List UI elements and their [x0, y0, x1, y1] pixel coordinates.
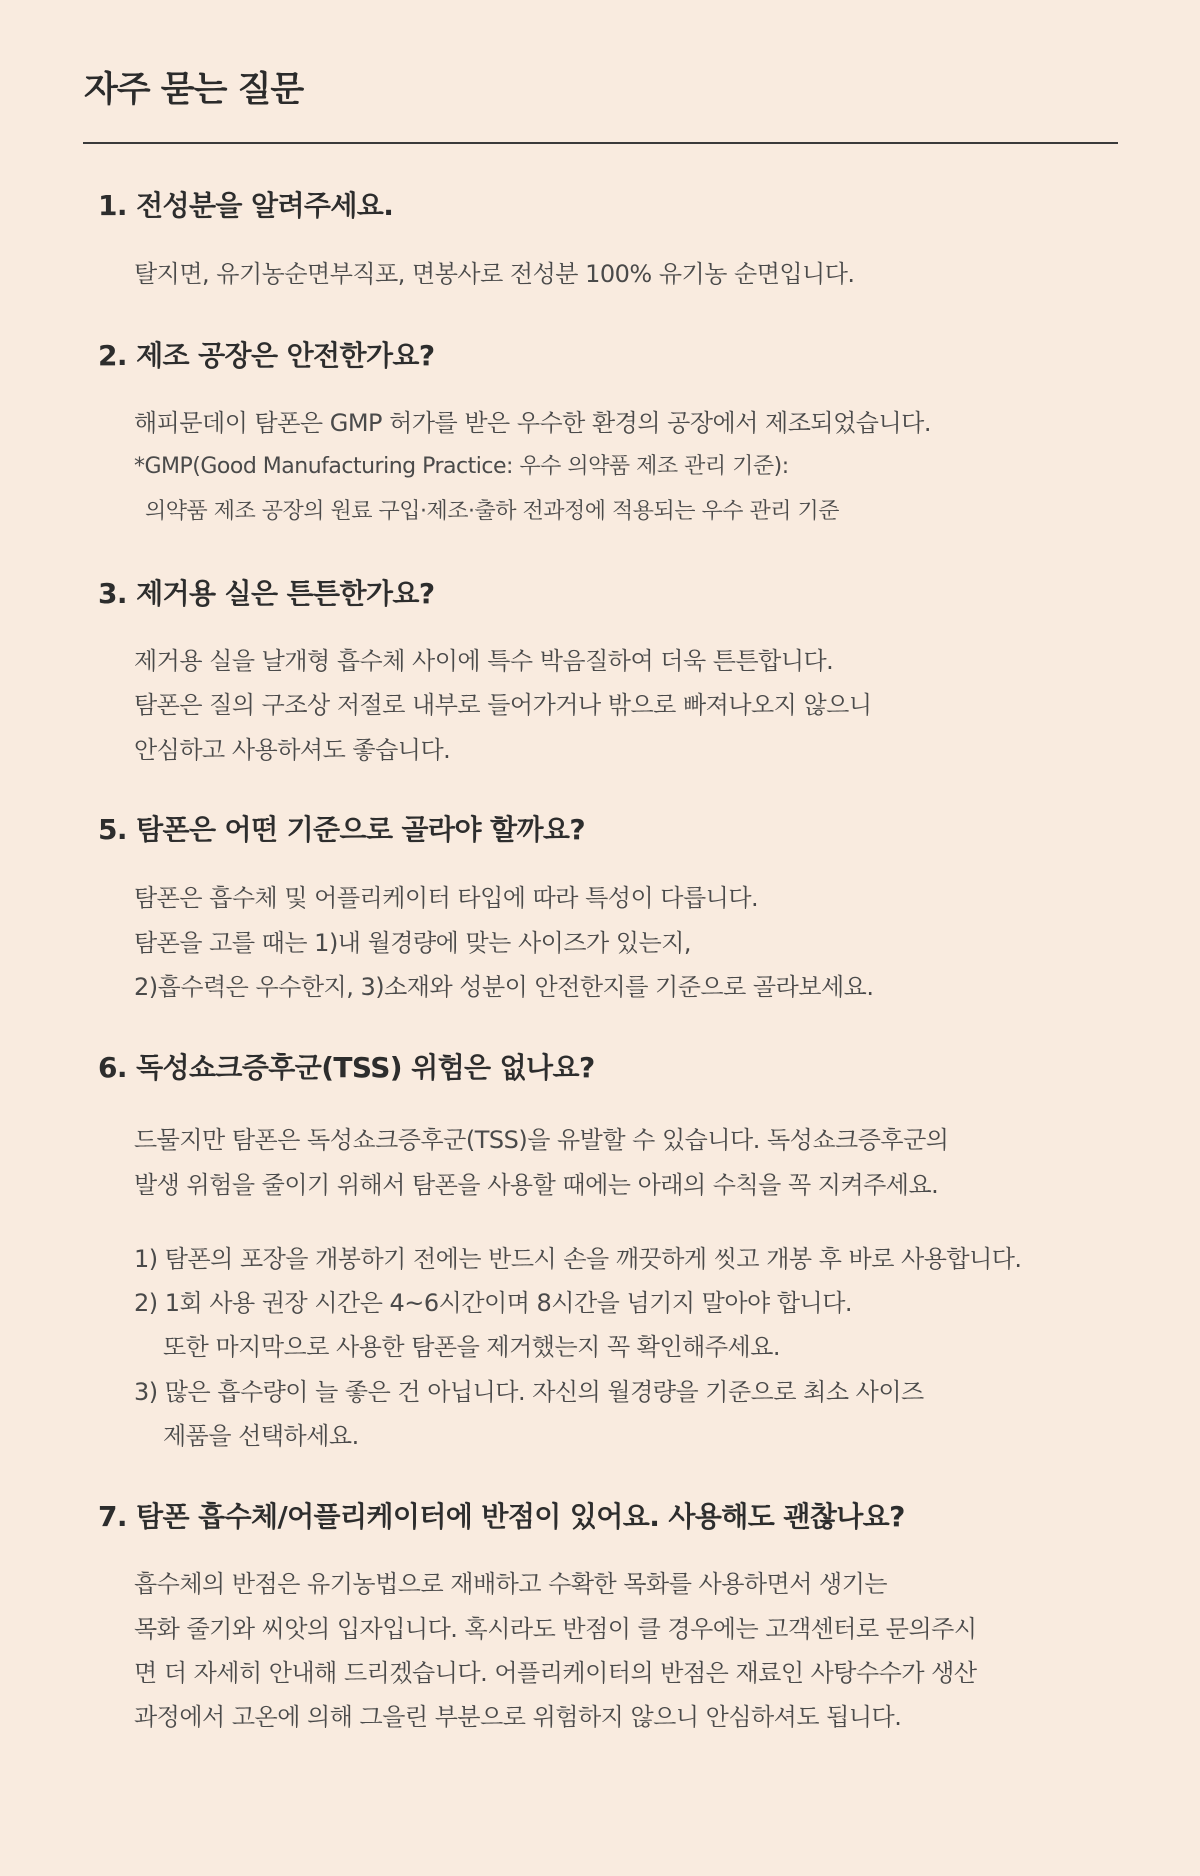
- faq-answer-7-line-2: 목화 줄기와 씨앗의 입자입니다. 혹시라도 반점이 클 경우에는 고객센터로 문의주시: [134, 1615, 977, 1643]
- faq-answer-7-line-3: 면 더 자세히 안내해 드리겠습니다. 어플리케이터의 반점은 재료인 사탕수수가 생산: [134, 1659, 977, 1687]
- faq-answer-2-gmp-note: *GMP(Good Manufacturing Practice: 우수 의약품 제조 관리 기준):: [134, 454, 789, 479]
- faq-answer-6-rule-2: 2) 1회 사용 권장 시간은 4~6시간이며 8시간을 넘기지 말아야 합니다.: [134, 1289, 853, 1317]
- faq-answer-5-line-3: 2)흡수력은 우수한지, 3)소재와 성분이 안전한지를 기준으로 골라보세요.: [134, 973, 874, 1001]
- faq-answer-6-rule-3: 3) 많은 흡수량이 늘 좋은 건 아닙니다. 자신의 월경량을 기준으로 최소 사이즈: [134, 1378, 924, 1406]
- faq-question-7: 7. 탐폰 흡수체/어플리케이터에 반점이 있어요. 사용해도 괜찮나요?: [98, 1500, 905, 1533]
- faq-answer-5-line-1: 탐폰은 흡수체 및 어플리케이터 타입에 따라 특성이 다릅니다.: [134, 884, 759, 912]
- faq-answer-2-gmp-definition: 의약품 제조 공장의 원료 구입·제조·출하 전과정에 적용되는 우수 관리 기준: [145, 499, 839, 524]
- faq-answer-6-line-2: 발생 위험을 줄이기 위해서 탐폰을 사용할 때에는 아래의 수칙을 꼭 지켜주세요.: [134, 1171, 939, 1199]
- faq-question-6: 6. 독성쇼크증후군(TSS) 위험은 없나요?: [98, 1051, 595, 1084]
- faq-answer-6-rule-1: 1) 탐폰의 포장을 개봉하기 전에는 반드시 손을 깨끗하게 씻고 개봉 후 바로 사용합니다.: [134, 1245, 1022, 1273]
- faq-answer-7-line-1: 흡수체의 반점은 유기농법으로 재배하고 수확한 목화를 사용하면서 생기는: [134, 1570, 888, 1598]
- faq-answer-5-line-2: 탐폰을 고를 때는 1)내 월경량에 맞는 사이즈가 있는지,: [134, 929, 692, 957]
- title-divider: [83, 142, 1118, 144]
- faq-answer-2-line-1: 해피문데이 탐폰은 GMP 허가를 받은 우수한 환경의 공장에서 제조되었습니다.: [134, 409, 931, 437]
- faq-answer-6-rule-2-continued: 또한 마지막으로 사용한 탐폰을 제거했는지 꼭 확인해주세요.: [163, 1333, 781, 1361]
- faq-question-1: 1. 전성분을 알려주세요.: [98, 189, 394, 222]
- page-title: 자주 묻는 질문: [84, 70, 304, 110]
- faq-answer-7-line-4: 과정에서 고온에 의해 그을린 부분으로 위험하지 않으니 안심하셔도 됩니다.: [134, 1703, 902, 1731]
- faq-question-5: 5. 탐폰은 어떤 기준으로 골라야 할까요?: [98, 813, 586, 846]
- faq-answer-3-line-1: 제거용 실을 날개형 흡수체 사이에 특수 박음질하여 더욱 튼튼합니다.: [134, 647, 834, 675]
- faq-question-3: 3. 제거용 실은 튼튼한가요?: [98, 577, 435, 610]
- faq-answer-3-line-3: 안심하고 사용하셔도 좋습니다.: [134, 736, 451, 764]
- faq-answer-6-rule-3-continued: 제품을 선택하세요.: [163, 1422, 359, 1450]
- faq-answer-1-line-1: 탈지면, 유기농순면부직포, 면봉사로 전성분 100% 유기농 순면입니다.: [134, 260, 855, 288]
- faq-answer-3-line-2: 탐폰은 질의 구조상 저절로 내부로 들어가거나 밖으로 빠져나오지 않으니: [134, 691, 872, 719]
- faq-question-2: 2. 제조 공장은 안전한가요?: [98, 339, 435, 372]
- faq-answer-6-line-1: 드물지만 탐폰은 독성쇼크증후군(TSS)을 유발할 수 있습니다. 독성쇼크증후군의: [134, 1126, 949, 1154]
